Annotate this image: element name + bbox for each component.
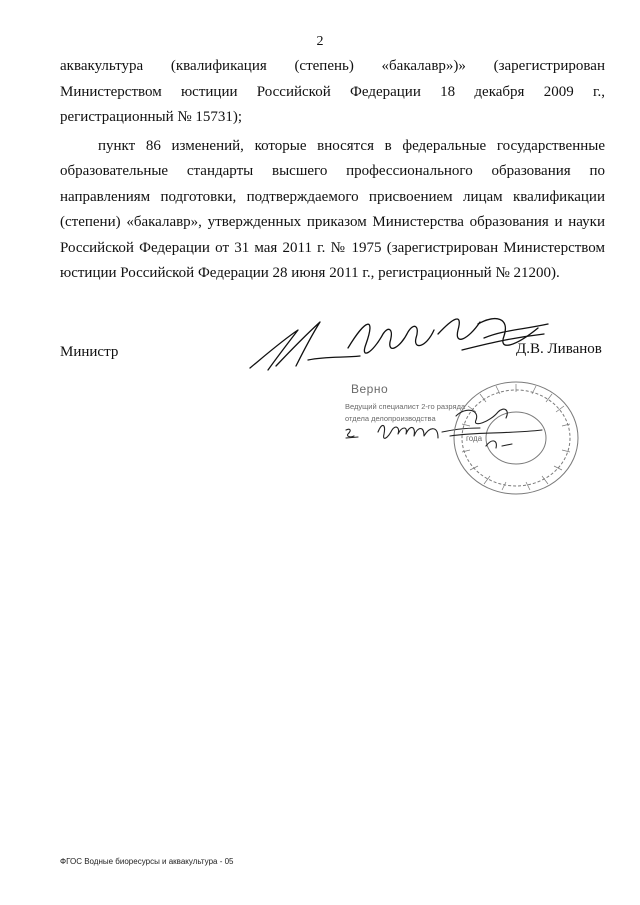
paragraph-registration: аквакультура (квалификация (степень) «бакалавр»)» (зарегистрирован Министерством юстиции Российской Федерации 18 декабря 2009 г., регистрационный № 15731);	[60, 58, 605, 125]
round-seal-icon	[446, 376, 582, 500]
page-number: 2	[316, 34, 324, 49]
stamp-verno-label: Верно	[351, 382, 389, 396]
stamp-position-line: Ведущий специалист 2-го разряда	[345, 402, 466, 411]
handwritten-signature	[248, 308, 558, 380]
footer-note: ФГОС Водные биоресурсы и аквакультура - 05	[60, 857, 234, 866]
stamp-year-suffix: года	[466, 434, 483, 443]
signatory-name: Д.В. Ливанов	[516, 341, 602, 357]
signatory-title: Министр	[60, 344, 119, 360]
stamp-department-line: отдела делопроизводства	[345, 414, 436, 423]
paragraph-item-86: пункт 86 изменений, которые вносятся в федеральные государственные образовательные стандарты высшего профессионального образования по направлениям подготовки, подтверждаемого присвоением лицам квалификации (степени) «бакалавр», утвержденных приказом Министерства образования и науки Российской Федерации от 31 мая 2011 г. № 1975 (зарегистрирован Министерством юстиции Российской Федерации 28 июня 2011 г., регистрационный № 21200).	[60, 137, 605, 281]
body-text	[60, 54, 605, 290]
